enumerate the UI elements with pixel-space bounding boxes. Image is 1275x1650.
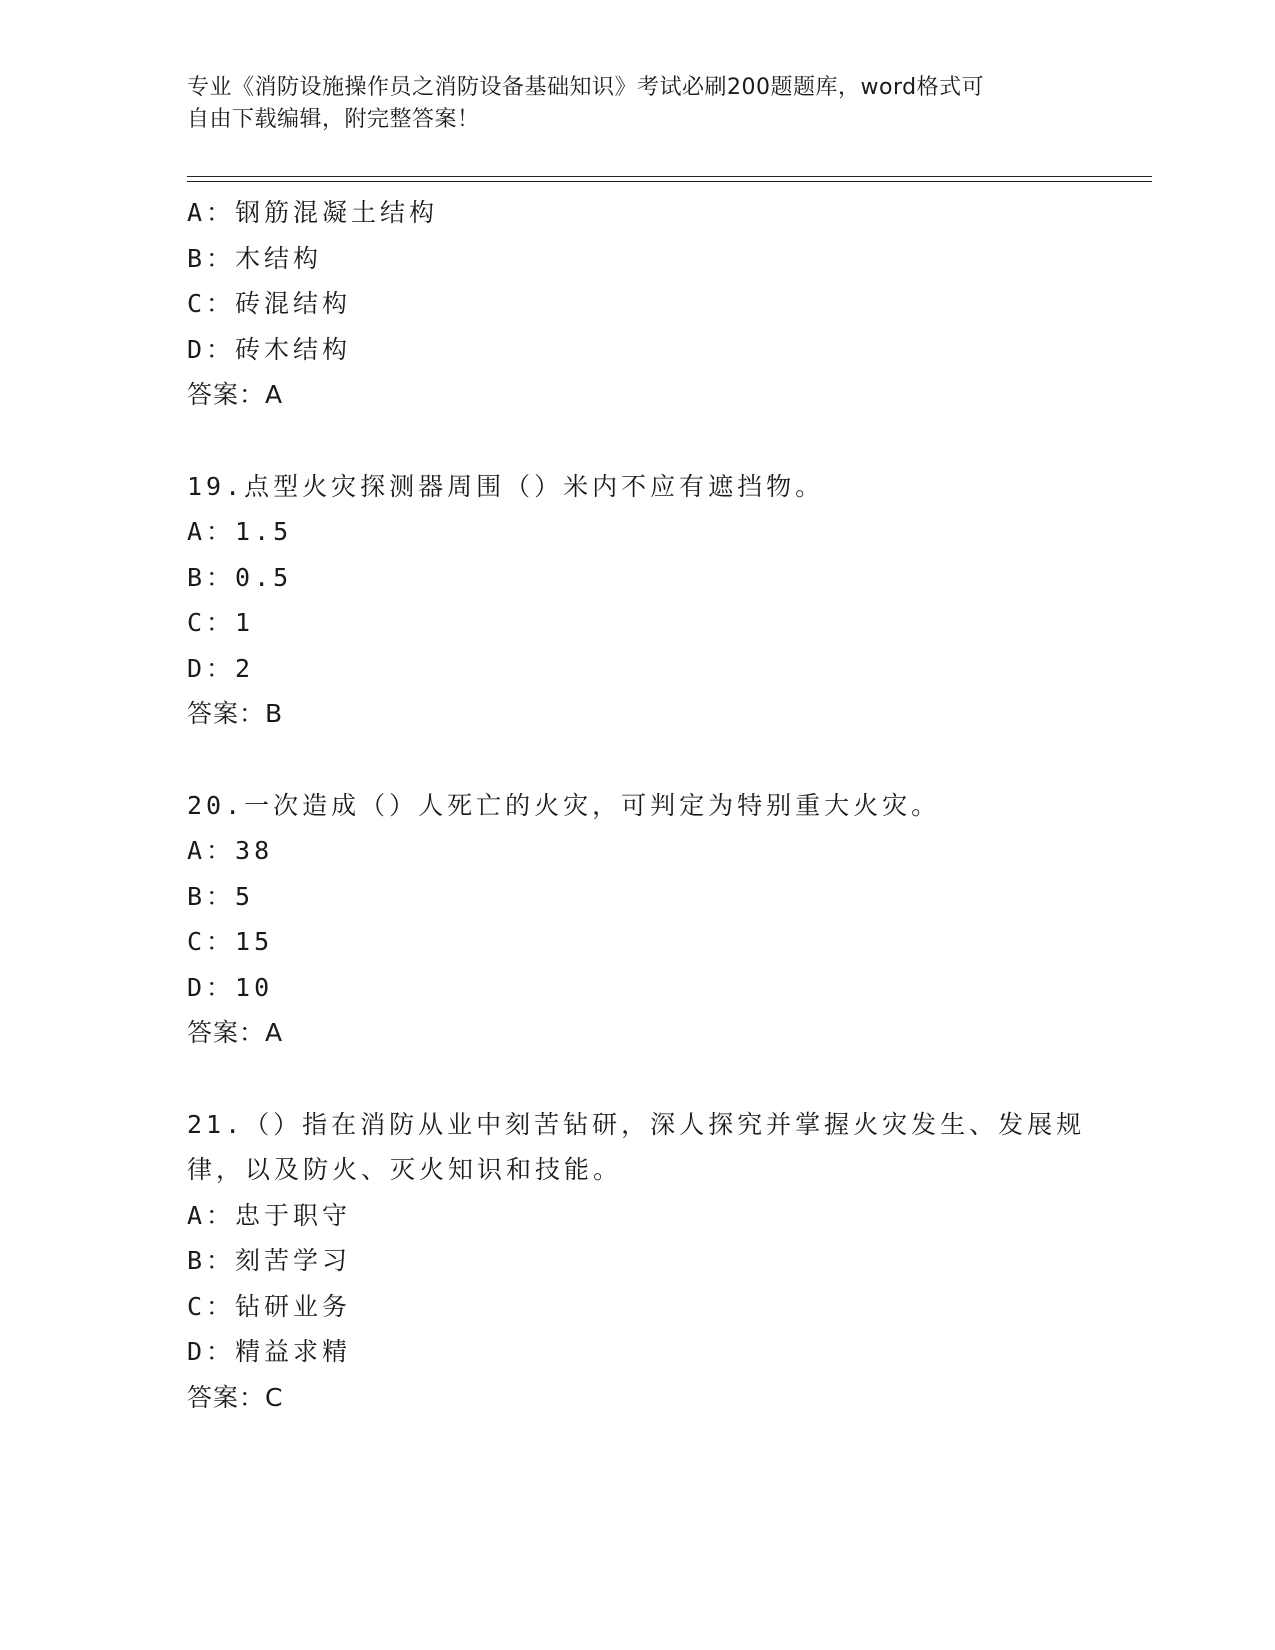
answer-line: 答案：A xyxy=(187,380,284,409)
option-c: C：砖混结构 xyxy=(187,289,352,318)
option-a: A：忠于职守 xyxy=(187,1200,352,1230)
header-divider-top xyxy=(187,176,1152,177)
header-divider-bottom xyxy=(187,181,1152,182)
document-header xyxy=(187,72,1067,136)
option-b: B：刻苦学习 xyxy=(187,1246,352,1275)
option-a: A：1.5 xyxy=(187,517,293,546)
option-b: B：5 xyxy=(187,881,255,911)
header-line-2: 自由下载编辑，附完整答案！ xyxy=(187,107,480,132)
question-stem: 19.点型火灾探测器周围（）米内不应有遮挡物。 xyxy=(187,471,825,501)
question-21 xyxy=(187,1102,1087,1421)
question-list xyxy=(187,190,1087,1420)
answer-line: 答案：B xyxy=(187,699,284,728)
option-a: A：钢筋混凝土结构 xyxy=(187,198,439,227)
option-c: C：1 xyxy=(187,608,255,637)
option-a: A：38 xyxy=(187,836,274,865)
option-c: C：钻研业务 xyxy=(187,1291,352,1321)
question-19 xyxy=(187,464,1087,737)
answer-line: 答案：C xyxy=(187,1382,284,1412)
header-line-1: 专业《消防设施操作员之消防设备基础知识》考试必刷200题题库，word格式可 xyxy=(187,75,985,100)
option-d: D：精益求精 xyxy=(187,1337,352,1366)
question-20 xyxy=(187,783,1087,1056)
question-stem-line-1: 21.（）指在消防从业中刻苦钻研，深人探究并掌握火灾发生、发展规 xyxy=(187,1109,1086,1139)
question-18 xyxy=(187,190,1087,418)
option-b: B：0.5 xyxy=(187,562,293,592)
option-d: D：2 xyxy=(187,653,255,683)
option-b: B：木结构 xyxy=(187,243,323,273)
question-stem-line-2: 律，以及防火、灭火知识和技能。 xyxy=(187,1155,623,1184)
answer-line: 答案：A xyxy=(187,1018,284,1047)
option-d: D：10 xyxy=(187,972,274,1002)
question-stem: 20.一次造成（）人死亡的火灾，可判定为特别重大火灾。 xyxy=(187,790,941,820)
option-c: C：15 xyxy=(187,927,274,956)
option-d: D：砖木结构 xyxy=(187,334,352,364)
